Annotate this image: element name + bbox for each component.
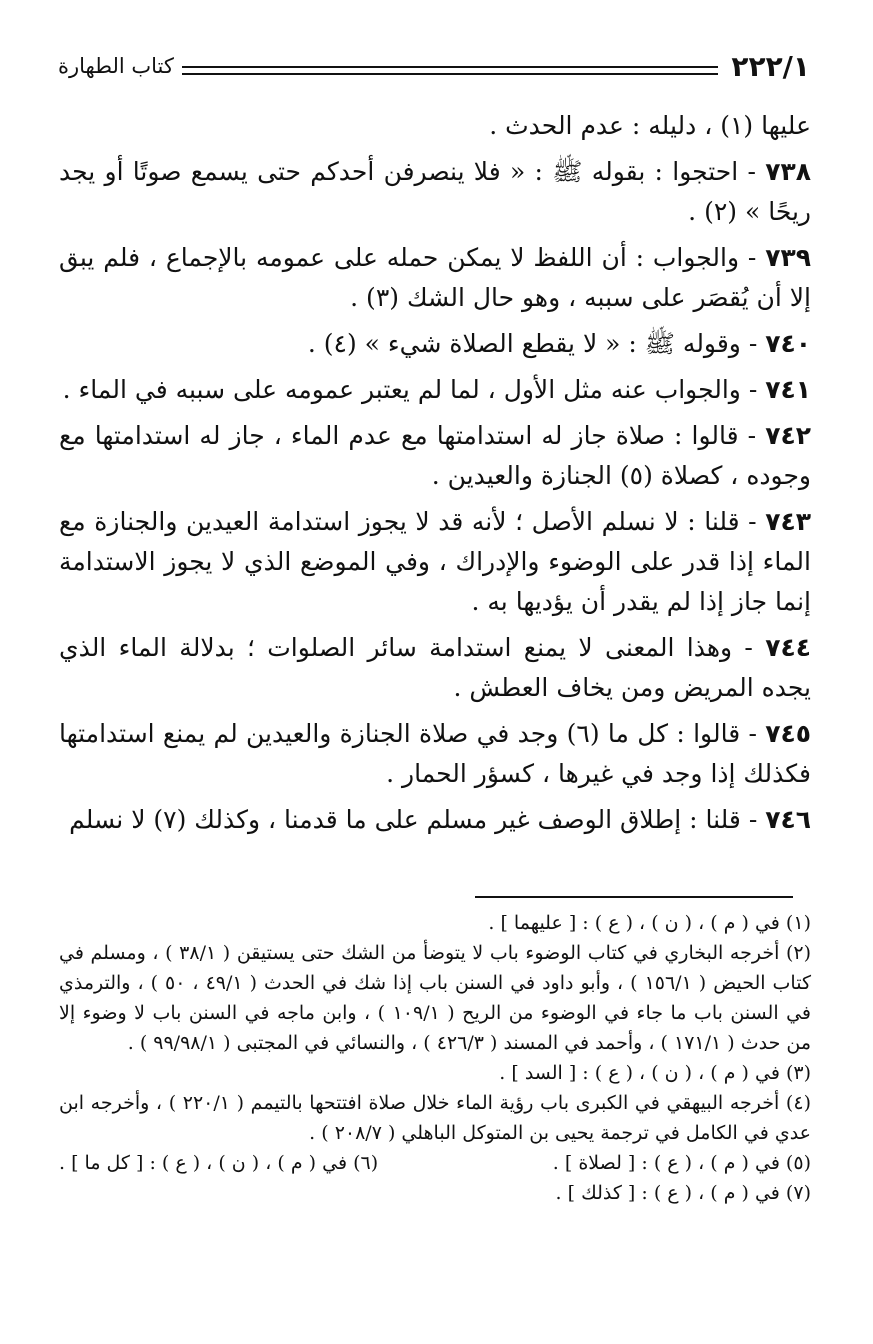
paragraph: ٧٤٥ - قالوا : كل ما (٦) وجد في صلاة الجنازة والعيدين لم يمنع استدامتها فكذلك إذا وجد في غيرها ، كسؤر الحمار . (59, 719, 811, 788)
main-text (59, 106, 811, 846)
paragraph: ٧٤٣ - قلنا : لا نسلم الأصل ؛ لأنه قد لا يجوز استدامة العيدين والجنازة مع الماء إذا قدر على الوضوء والإدراك ، وفي الموضع الذي لا يجوز الاستدامة إنما جاز إذا لم يقدر أن يؤديها به . (59, 507, 811, 616)
paragraph-number: ٧٤١ (765, 375, 811, 404)
page-number: ٢٢٢/١ (731, 50, 810, 83)
paragraph: ٧٤١ - والجواب عنه مثل الأول ، لما لم يعتبر عمومه على سببه في الماء . (62, 375, 811, 404)
footnote-separator (475, 896, 793, 898)
paragraph: عليها (١) ، دليله : عدم الحدث . (489, 111, 811, 140)
footnote-7: (٧) في ( م ) ، ( ع ) : [ كذلك ] . (555, 1182, 811, 1204)
footnote-4: (٤) أخرجه البيهقي في الكبرى باب رؤية الماء خلال صلاة افتتحها بالتيمم ( ٢٢٠/١ ) ، وأخرجه ابن عدي في الكامل في ترجمة يحيى بن المتوكل الباهلي ( ٢٠٨/٧ ) . (59, 1092, 811, 1144)
footnote-row (59, 1148, 811, 1178)
paragraph: ٧٤٤ - وهذا المعنى لا يمنع استدامة سائر الصلوات ؛ بدلالة الماء الذي يجده المريض ومن يخاف العطش . (59, 633, 811, 702)
book-title: كتاب الطهارة (58, 54, 174, 78)
footnote-1: (١) في ( م ) ، ( ن ) ، ( ع ) : [ عليهما ] . (488, 912, 811, 934)
paragraph-number: ٧٤٢ (765, 421, 811, 450)
paragraph: ٧٤٢ - قالوا : صلاة جاز له استدامتها مع عدم الماء ، جاز له استدامتها مع وجوده ، كصلاة (٥) الجنازة والعيدين . (59, 421, 811, 490)
paragraph-number: ٧٤٠ (765, 329, 811, 358)
footnotes (59, 908, 811, 1208)
paragraph: ٧٣٨ - احتجوا : بقوله ﷺ : « فلا ينصرفن أحدكم حتى يسمع صوتًا أو يجد ريحًا » (٢) . (59, 157, 811, 226)
page-header (58, 46, 810, 86)
paragraph-number: ٧٤٤ (765, 633, 811, 662)
footnote-2: (٢) أخرجه البخاري في كتاب الوضوء باب لا يتوضأ من الشك حتى يستيقن ( ٣٨/١ ) ، ومسلم في كتاب الحيض ( ١٥٦/١ ) ، وأبو داود في السنن باب إذا شك في الحدث ( ٤٩/١ ، ٥٠ ) ، والترمذي في السنن باب ما جاء في الوضوء من الريح ( ١٠٩/١ ) ، وابن ماجه في السنن باب لا وضوء إلا من حدث ( ١٧١/١ ) ، وأحمد في المسند ( ٤٢٦/٣ ) ، والنسائي في المجتبى ( ٩٩/٩٨/١ ) . (59, 942, 812, 1054)
footnote-3: (٣) في ( م ) ، ( ن ) ، ( ع ) : [ السد ] . (499, 1062, 811, 1084)
paragraph-number: ٧٣٨ (765, 157, 811, 186)
footnote-6: (٦) في ( م ) ، ( ن ) ، ( ع ) : [ كل ما ] . (59, 1152, 379, 1174)
paragraph: ٧٤٦ - قلنا : إطلاق الوصف غير مسلم على ما قدمنا ، وكذلك (٧) لا نسلم (69, 805, 811, 834)
paragraph-number: ٧٤٣ (765, 507, 811, 536)
paragraph: ٧٣٩ - والجواب : أن اللفظ لا يمكن حمله على عمومه بالإجماع ، فلم يبق إلا أن يُقصَر على سببه ، وهو حال الشك (٣) . (59, 243, 811, 312)
footnote-5: (٥) في ( م ) ، ( ع ) : [ لصلاة ] . (552, 1152, 811, 1174)
paragraph: ٧٤٠ - وقوله ﷺ : « لا يقطع الصلاة شيء » (٤) . (307, 329, 811, 358)
paragraph-number: ٧٤٥ (765, 719, 811, 748)
paragraph-number: ٧٤٦ (765, 805, 811, 834)
header-double-rule (182, 66, 718, 75)
paragraph-number: ٧٣٩ (765, 243, 811, 272)
